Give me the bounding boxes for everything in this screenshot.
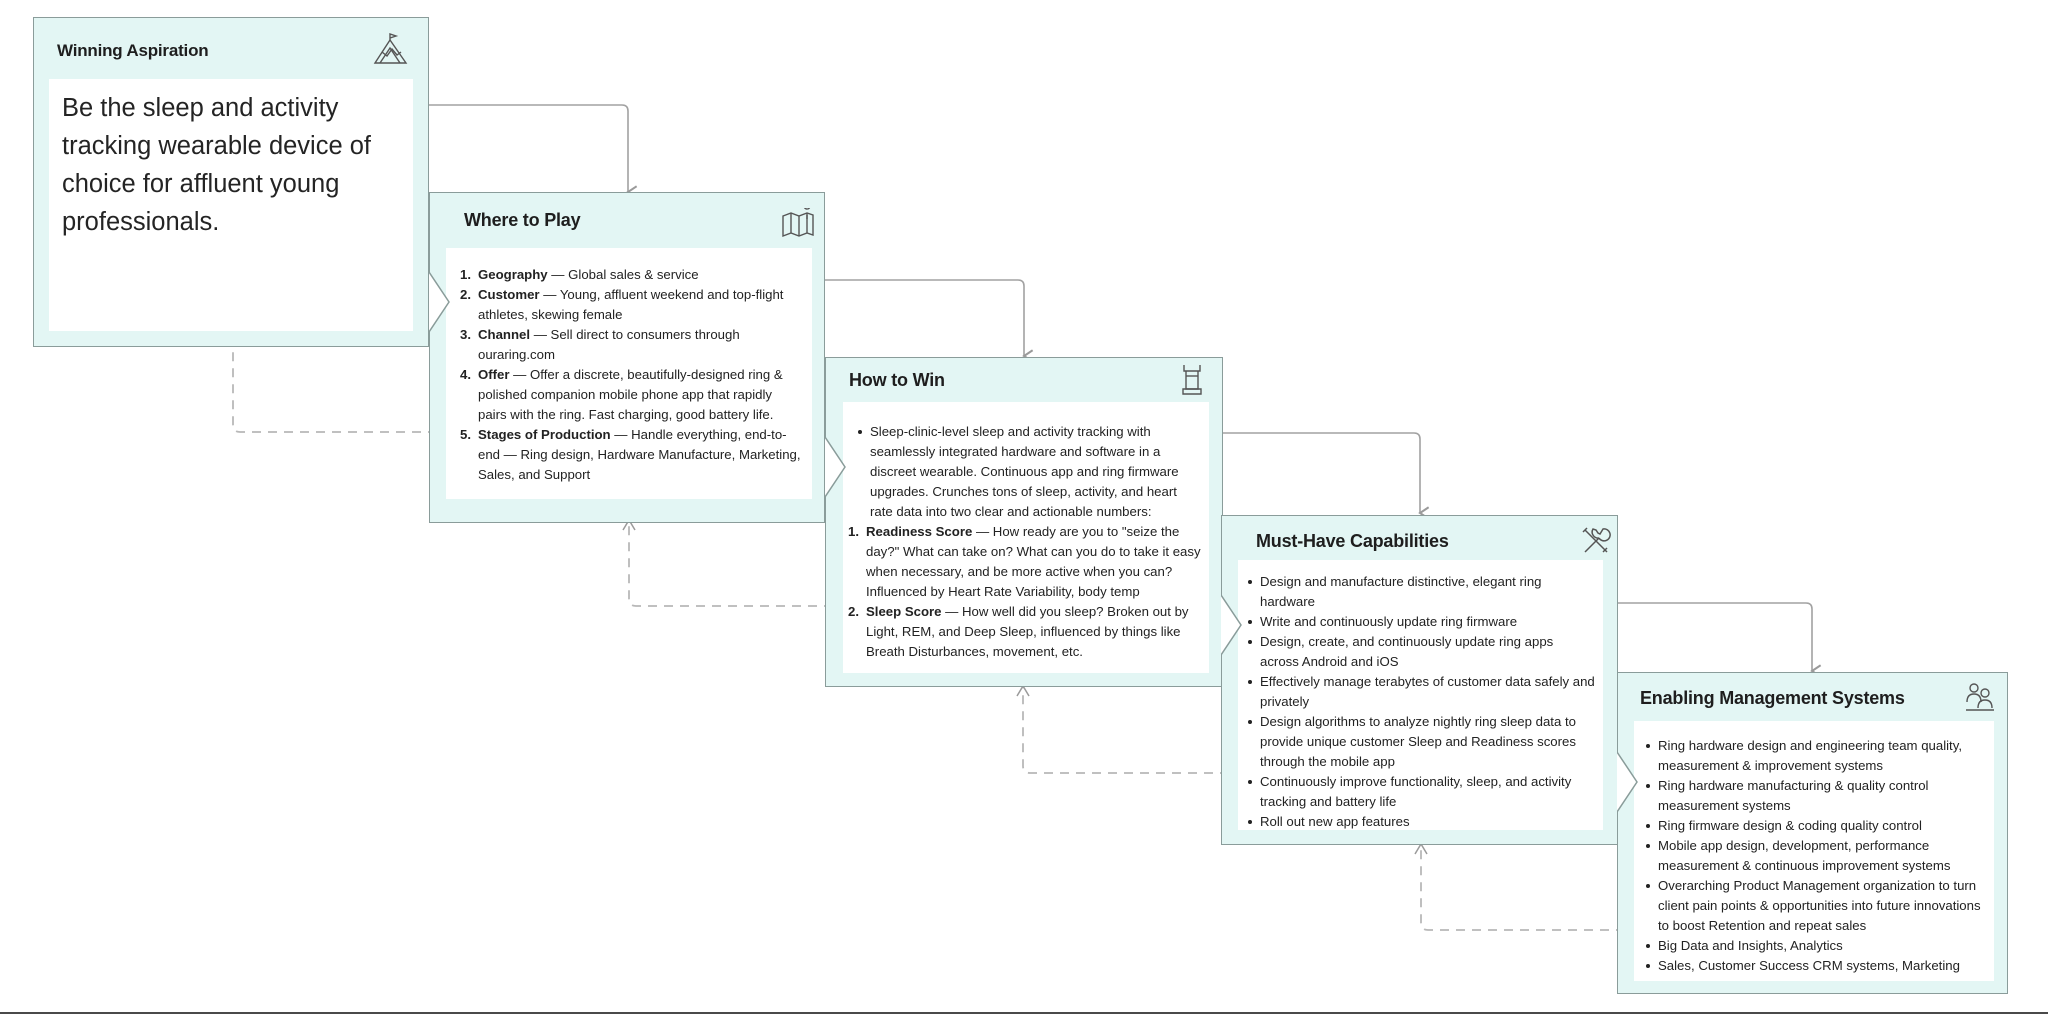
- card-notch: [825, 437, 847, 497]
- aspiration-body: [49, 79, 413, 331]
- where-to-play-list: [460, 265, 802, 485]
- list-item: Channel — Sell direct to consumers through ouraring.com: [478, 327, 740, 362]
- map-pin-icon: [781, 208, 815, 238]
- list-item: Ring firmware design & coding quality control: [1642, 816, 1988, 836]
- management-systems-list: [1642, 736, 1988, 976]
- card-title: Must-Have Capabilities: [1256, 531, 1449, 551]
- list-item: Continuously improve functionality, sleep, and activity tracking and battery life: [1244, 772, 1595, 812]
- aspiration-statement: Be the sleep and activity tracking wearable device of choice for affluent young professionals.: [62, 94, 372, 236]
- card-enabling-management-systems: [1617, 672, 2008, 994]
- list-item: Customer — Young, affluent weekend and top-flight athletes, skewing female: [478, 287, 784, 322]
- list-item: Sleep Score — How well did you sleep? Broken out by Light, REM, and Deep Sleep, influenced by things like Breath Disturbances, movement, etc.: [866, 604, 1189, 659]
- forward-connector-3: [1212, 433, 1420, 513]
- list-item: Offer — Offer a discrete, beautifully-designed ring & polished companion mobile phone app that rapidly pairs with the ring. Fast charging, good battery life.: [478, 367, 783, 422]
- feedback-connector-2: [629, 518, 833, 606]
- forward-connector-4: [1608, 603, 1812, 671]
- where-to-play-body: [446, 248, 812, 499]
- bottom-divider: [0, 1012, 2048, 1014]
- capabilities-list: [1244, 572, 1595, 832]
- list-item: Geography — Global sales & service: [478, 267, 699, 282]
- card-notch: [429, 272, 451, 332]
- card-title: Where to Play: [464, 210, 581, 230]
- list-item: Overarching Product Management organization to turn client pain points & opportunities into future innovations to boost Retention and repeat sales: [1642, 876, 1988, 936]
- list-item: Mobile app design, development, performance measurement & continuous improvement systems: [1642, 836, 1988, 876]
- card-winning-aspiration: [33, 17, 429, 347]
- how-to-win-body: [843, 402, 1209, 673]
- list-item: Ring hardware design and engineering team quality, measurement & improvement systems: [1642, 736, 1988, 776]
- card-title: Enabling Management Systems: [1640, 688, 1905, 708]
- card-title: How to Win: [849, 370, 945, 390]
- feedback-connector-4: [1421, 842, 1625, 930]
- list-item: Design algorithms to analyze nightly ring sleep data to provide unique customer Sleep and Readiness scores through the mobile app: [1244, 712, 1595, 772]
- forward-connector-1: [428, 105, 628, 192]
- card-where-to-play: [429, 192, 825, 523]
- card-notch: [1221, 595, 1243, 655]
- chess-rook-icon: [1179, 363, 1205, 397]
- list-item: Readiness Score — How ready are you to "seize the day?" What can take on? What can you do to take it easy when necessary, and be more active when you can? Influenced by Heart Rate Variability, body temp: [866, 524, 1201, 599]
- list-item: Stages of Production — Handle everything, end-to-end — Ring design, Hardware Manufacture, Marketing, Sales, and Support: [478, 427, 801, 482]
- list-item: Sales, Customer Success CRM systems, Marketing: [1642, 956, 1988, 976]
- card-must-have-capabilities: [1221, 515, 1618, 845]
- list-item: Ring hardware manufacturing & quality control measurement systems: [1642, 776, 1988, 816]
- list-item: Big Data and Insights, Analytics: [1642, 936, 1988, 956]
- list-item: Effectively manage terabytes of customer data safely and privately: [1244, 672, 1595, 712]
- list-item: Design and manufacture distinctive, elegant ring hardware: [1244, 572, 1595, 612]
- feedback-connector-1: [233, 344, 437, 432]
- list-item: Roll out new app features: [1244, 812, 1595, 832]
- list-item: Design, create, and continuously update ring apps across Android and iOS: [1244, 632, 1595, 672]
- how-to-win-scores-list: [848, 522, 1201, 662]
- tools-icon: [1581, 526, 1611, 556]
- forward-connector-2: [824, 280, 1024, 356]
- team-people-icon: [1963, 680, 1997, 714]
- list-item: Write and continuously update ring firmware: [1244, 612, 1595, 632]
- list-item: Sleep-clinic-level sleep and activity tracking with seamlessly integrated hardware and software in a discreet wearable. Continuous app and ring firmware upgrades. Crunches tons of sleep, activity, and heart rate data into two clear and actionable numbers:: [854, 422, 1201, 522]
- card-notch: [1617, 752, 1639, 812]
- card-title: Winning Aspiration: [57, 41, 209, 60]
- feedback-connector-3: [1023, 684, 1229, 773]
- card-how-to-win: [825, 357, 1223, 687]
- how-to-win-intro-list: [848, 422, 1201, 522]
- capabilities-body: [1238, 560, 1603, 830]
- mountain-flag-icon: [373, 32, 409, 66]
- management-systems-body: [1634, 721, 1994, 981]
